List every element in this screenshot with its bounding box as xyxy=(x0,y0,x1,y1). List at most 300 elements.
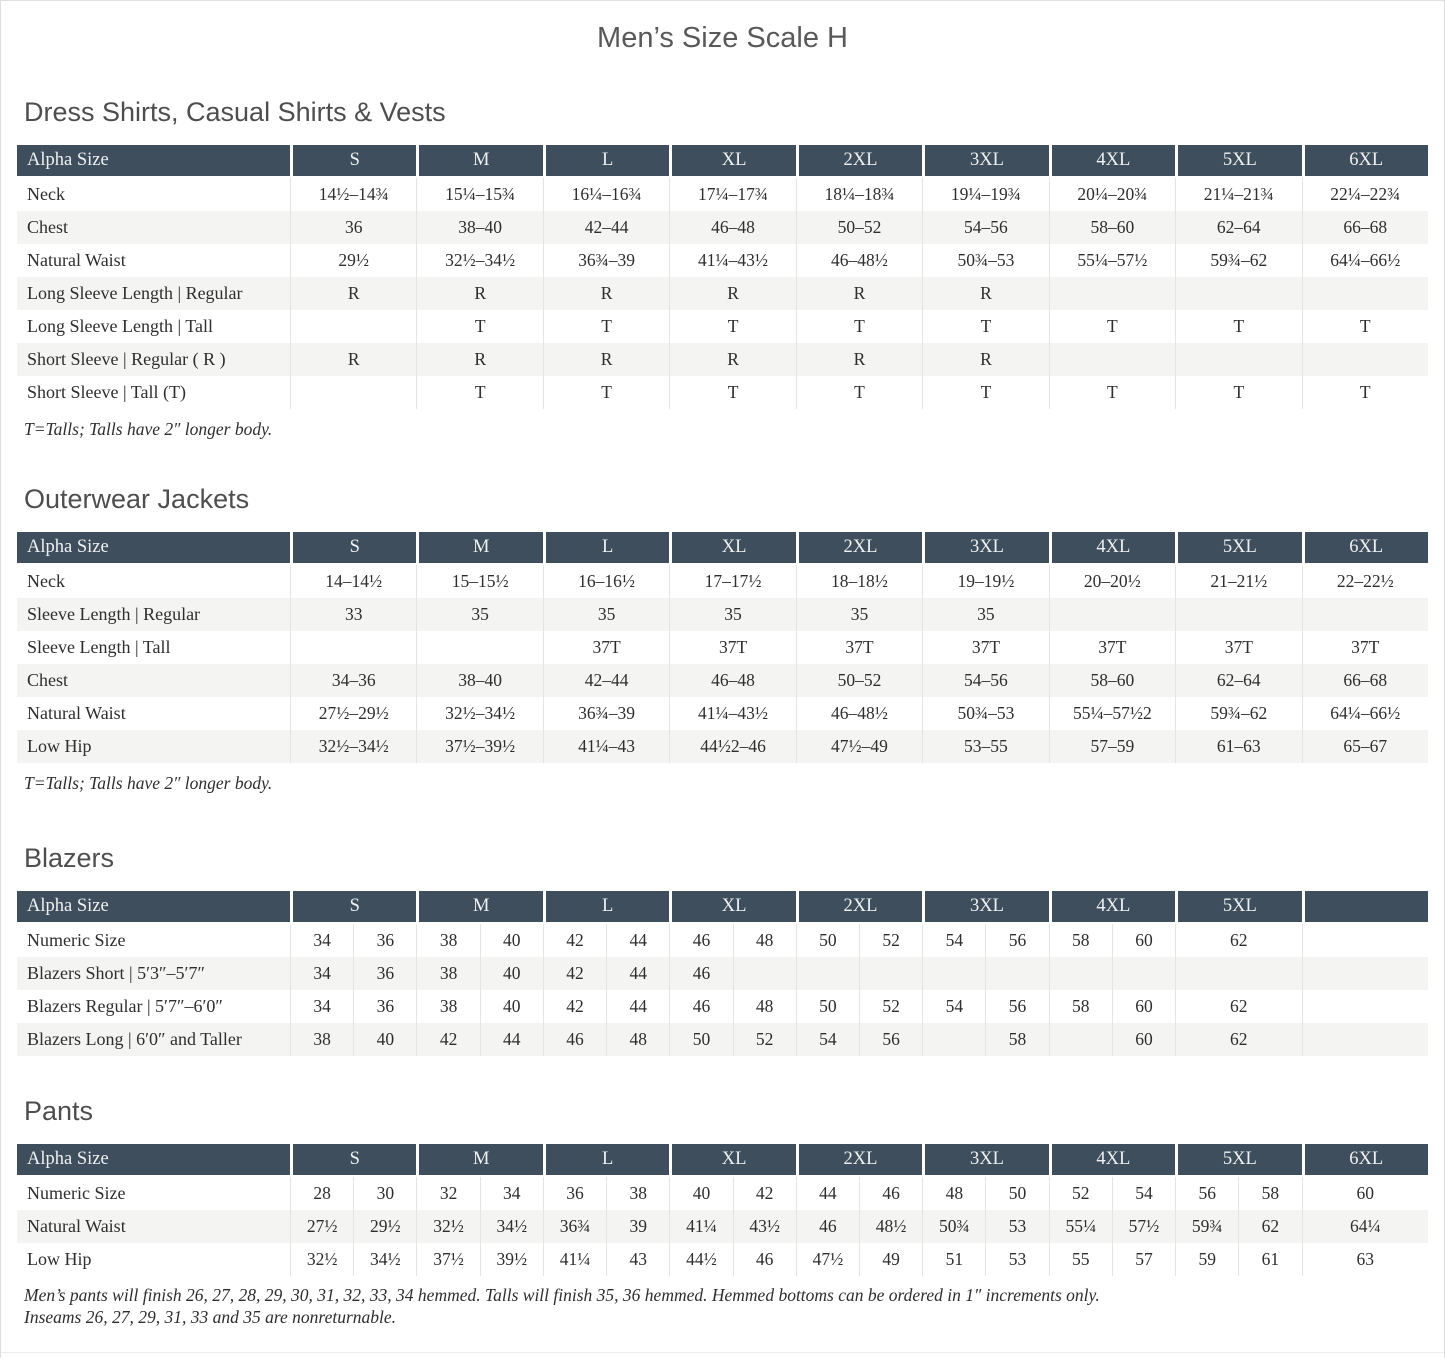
table-row xyxy=(17,631,1428,664)
data-cell xyxy=(1175,343,1301,376)
sub-cell: 28 xyxy=(291,1177,354,1210)
header-cell-label: Alpha Size xyxy=(17,1144,290,1177)
data-cell: 50–52 xyxy=(796,211,922,244)
data-cell: 38–40 xyxy=(416,211,542,244)
sub-cell: 43½ xyxy=(749,1215,780,1236)
data-cell xyxy=(1049,277,1175,310)
sub-cell: 42 xyxy=(544,957,607,990)
sub-cell: 40 xyxy=(670,1177,733,1210)
header-cell: L xyxy=(543,1144,669,1177)
page-bottom-edge xyxy=(1,1352,1444,1353)
data-cell xyxy=(290,376,416,409)
sub-cell: 59¾ xyxy=(1176,1210,1239,1243)
data-cell: 41¼–43½ xyxy=(669,697,795,730)
header-cell: M xyxy=(416,1144,542,1177)
data-cell: T xyxy=(669,376,795,409)
table-row xyxy=(17,310,1428,343)
data-cell: T xyxy=(1049,310,1175,343)
row-label: Blazers Short | 5′3″–5′7″ xyxy=(17,957,290,990)
data-cell: T xyxy=(543,310,669,343)
data-cell xyxy=(416,1210,542,1243)
data-cell xyxy=(1302,1023,1428,1056)
sub-cell: 53 xyxy=(1008,1215,1027,1236)
data-cell xyxy=(416,1177,542,1210)
data-cell xyxy=(1175,957,1301,990)
header-cell xyxy=(1302,891,1428,924)
sub-cell: 40 xyxy=(376,1028,395,1049)
pants-table-host xyxy=(17,1144,1428,1276)
sub-cell: 50 xyxy=(797,924,860,957)
footnote-line: T=Talls; Talls have 2″ longer body. xyxy=(24,419,273,439)
data-cell: 22¼–22¾ xyxy=(1302,178,1428,211)
header-cell: 4XL xyxy=(1049,891,1175,924)
data-cell: 20¼–20¾ xyxy=(1049,178,1175,211)
data-cell: 17¼–17¾ xyxy=(669,178,795,211)
data-cell: 64¼ xyxy=(1302,1210,1428,1243)
data-cell xyxy=(1302,924,1428,957)
table-footnote xyxy=(24,1284,1428,1329)
sub-cell: 62 xyxy=(1261,1215,1280,1236)
data-cell xyxy=(1302,277,1428,310)
header-cell: 3XL xyxy=(922,1144,1048,1177)
sub-cell: 30 xyxy=(376,1182,395,1203)
sub-cell: 56 xyxy=(1008,929,1027,950)
data-cell xyxy=(543,1210,669,1243)
header-cell: M xyxy=(416,532,542,565)
section-heading: Blazers xyxy=(24,842,115,873)
sub-cell: 48½ xyxy=(875,1215,907,1236)
data-cell xyxy=(416,924,542,957)
sub-cell: 42 xyxy=(755,1182,774,1203)
data-cell xyxy=(796,1023,922,1056)
page-container xyxy=(1,21,1444,1329)
data-cell: 59¾–62 xyxy=(1175,697,1301,730)
sub-cell: 27½ xyxy=(291,1210,354,1243)
sub-cell: 42 xyxy=(417,1023,480,1056)
data-cell: R xyxy=(290,343,416,376)
data-cell: 22–22½ xyxy=(1302,565,1428,598)
data-cell: 37T xyxy=(1049,631,1175,664)
data-cell: 37T xyxy=(543,631,669,664)
header-cell: S xyxy=(290,1144,416,1177)
sub-cell: 52 xyxy=(755,1028,774,1049)
data-cell: 19–19½ xyxy=(922,565,1048,598)
header-row xyxy=(17,532,1428,565)
data-cell xyxy=(1049,1023,1175,1056)
row-label: Long Sleeve Length | Regular xyxy=(17,277,290,310)
row-label: Blazers Long | 6′0″ and Taller xyxy=(17,1023,290,1056)
table-footnote xyxy=(24,418,1428,440)
row-label: Sleeve Length | Regular xyxy=(17,598,290,631)
sub-cell: 58 xyxy=(1008,1028,1027,1049)
data-cell xyxy=(290,631,416,664)
sub-cell: 34½ xyxy=(370,1248,401,1269)
sub-cell: 32½ xyxy=(417,1210,480,1243)
row-label: Low Hip xyxy=(17,730,290,763)
data-cell: T xyxy=(1175,376,1301,409)
data-cell: 46–48½ xyxy=(796,244,922,277)
data-cell: 35 xyxy=(922,598,1048,631)
table-row xyxy=(17,211,1428,244)
sub-cell: 46 xyxy=(797,1210,860,1243)
header-row xyxy=(17,891,1428,924)
table-row xyxy=(17,1177,1428,1210)
sub-cell: 40 xyxy=(503,995,521,1016)
sub-cell: 46 xyxy=(882,1182,900,1203)
data-cell xyxy=(1175,277,1301,310)
section-blazers xyxy=(17,843,1428,1056)
data-cell xyxy=(1049,343,1175,376)
data-cell: T xyxy=(416,310,542,343)
data-cell: 37½–39½ xyxy=(416,730,542,763)
size-table xyxy=(17,145,1428,409)
footnote-line: Men’s pants will finish 26, 27, 28, 29, 30, 31, 32, 33, 34 hemmed. Talls will finish 35, 36 hemmed. Hemmed bottoms can be ordered in 1″ increments only. xyxy=(24,1284,1100,1305)
row-label: Neck xyxy=(27,184,65,204)
sub-cell: 48 xyxy=(923,1177,986,1210)
header-cell: 5XL xyxy=(1175,891,1301,924)
header-cell: 5XL xyxy=(1175,1144,1301,1177)
sub-cell: 46 xyxy=(670,990,733,1023)
data-cell xyxy=(290,1023,416,1056)
sub-cell: 38 xyxy=(291,1023,354,1056)
header-cell: 6XL xyxy=(1302,532,1428,565)
data-cell: 18–18½ xyxy=(796,565,922,598)
data-cell: 59¾–62 xyxy=(1175,244,1301,277)
header-cell-label: Alpha Size xyxy=(17,145,290,178)
data-cell xyxy=(796,924,922,957)
data-cell: 15¼–15¾ xyxy=(416,178,542,211)
data-cell xyxy=(416,1023,542,1056)
row-label: Neck xyxy=(27,571,65,592)
data-cell xyxy=(669,924,795,957)
data-cell xyxy=(922,1243,1048,1276)
header-cell: L xyxy=(543,891,669,924)
data-cell xyxy=(290,1243,416,1276)
data-cell: 20–20½ xyxy=(1049,565,1175,598)
data-cell: 18¼–18¾ xyxy=(796,178,922,211)
sub-cell: 46 xyxy=(670,957,733,990)
header-cell: S xyxy=(290,891,416,924)
table-row xyxy=(17,957,1428,990)
table-row xyxy=(17,343,1428,376)
sub-cell: 38 xyxy=(629,1182,647,1203)
sub-cell: 54 xyxy=(1135,1182,1153,1203)
data-cell: T xyxy=(669,310,795,343)
sub-cell: 49 xyxy=(882,1248,900,1269)
data-cell: T xyxy=(796,310,922,343)
section-dress-shirts xyxy=(17,97,1428,440)
sub-cell: 56 xyxy=(1176,1177,1239,1210)
row-label: Short Sleeve | Tall (T) xyxy=(27,382,186,402)
sub-cell: 32½ xyxy=(291,1243,354,1276)
header-cell: XL xyxy=(669,891,795,924)
data-cell xyxy=(1302,598,1428,631)
sub-cell: 36 xyxy=(376,929,395,950)
data-cell xyxy=(1049,990,1175,1023)
table-row xyxy=(17,697,1428,730)
data-cell: 50–52 xyxy=(796,664,922,697)
data-cell: R xyxy=(416,343,542,376)
sub-cell: 56 xyxy=(1008,995,1027,1016)
size-table xyxy=(17,891,1428,1056)
sub-cell: 44 xyxy=(797,1177,860,1210)
header-cell: M xyxy=(416,891,542,924)
data-cell: 57–59 xyxy=(1049,730,1175,763)
sub-cell: 58 xyxy=(1050,990,1113,1023)
data-cell: 64¼–66½ xyxy=(1302,244,1428,277)
row-label: Numeric Size xyxy=(27,1182,126,1203)
data-cell: 32½–34½ xyxy=(416,244,542,277)
data-cell xyxy=(669,1023,795,1056)
data-cell xyxy=(1175,1210,1301,1243)
data-cell xyxy=(796,990,922,1023)
header-cell: 3XL xyxy=(922,891,1048,924)
data-cell: 37T xyxy=(796,631,922,664)
table-row xyxy=(17,565,1428,598)
section-heading: Outerwear Jackets xyxy=(24,484,250,515)
row-label: Chest xyxy=(17,211,290,244)
data-cell xyxy=(1049,924,1175,957)
data-cell: 55¼–57½2 xyxy=(1049,697,1175,730)
sub-cell: 61 xyxy=(1261,1248,1280,1269)
sub-cell: 41¼ xyxy=(544,1243,607,1276)
data-cell: 19¼–19¾ xyxy=(922,178,1048,211)
data-cell xyxy=(416,990,542,1023)
data-cell: R xyxy=(543,343,669,376)
sub-cell: 55 xyxy=(1050,1243,1113,1276)
header-cell: 3XL xyxy=(922,145,1048,178)
sub-cell: 40 xyxy=(503,929,521,950)
data-cell: 44½2–46 xyxy=(669,730,795,763)
data-cell xyxy=(669,1177,795,1210)
header-cell: XL xyxy=(669,145,795,178)
data-cell: 16–16½ xyxy=(543,565,669,598)
data-cell: 36¾–39 xyxy=(543,244,669,277)
blazers-table-host xyxy=(17,891,1428,1056)
data-cell xyxy=(922,924,1048,957)
data-cell: 55¼–57½ xyxy=(1049,244,1175,277)
sub-cell xyxy=(1113,957,1175,990)
data-cell: 46–48½ xyxy=(796,697,922,730)
section-heading: Pants xyxy=(24,1095,94,1126)
data-cell xyxy=(290,957,416,990)
data-cell xyxy=(796,1210,922,1243)
header-cell: 4XL xyxy=(1049,1144,1175,1177)
sub-cell: 50¾ xyxy=(923,1210,986,1243)
header-cell: 4XL xyxy=(1049,145,1175,178)
data-cell: R xyxy=(796,343,922,376)
header-cell: 3XL xyxy=(922,532,1048,565)
data-cell: T xyxy=(922,310,1048,343)
data-cell: 29½ xyxy=(290,244,416,277)
row-label: Blazers Regular | 5′7″–6′0″ xyxy=(27,995,223,1016)
sub-cell: 57 xyxy=(1135,1248,1153,1269)
data-cell xyxy=(543,957,669,990)
header-cell-label: Alpha Size xyxy=(17,891,290,924)
data-cell: 62–64 xyxy=(1175,211,1301,244)
sub-cell: 39½ xyxy=(496,1248,528,1269)
sub-cell: 44 xyxy=(629,962,647,983)
sub-cell: 41¼ xyxy=(670,1210,733,1243)
data-cell: R xyxy=(922,343,1048,376)
data-cell: 35 xyxy=(796,598,922,631)
data-cell xyxy=(1049,1210,1175,1243)
data-cell xyxy=(543,1023,669,1056)
data-cell xyxy=(416,631,542,664)
data-cell: 37T xyxy=(669,631,795,664)
data-cell: 46–48 xyxy=(669,211,795,244)
header-cell: L xyxy=(543,145,669,178)
header-cell: S xyxy=(290,532,416,565)
sub-cell: 58 xyxy=(1261,1182,1280,1203)
data-cell xyxy=(669,1243,795,1276)
data-cell: R xyxy=(922,277,1048,310)
header-row xyxy=(17,145,1428,178)
data-cell xyxy=(1302,990,1428,1023)
sub-cell: 55¼ xyxy=(1050,1210,1113,1243)
sub-cell: 32 xyxy=(417,1177,480,1210)
data-cell: 58–60 xyxy=(1049,211,1175,244)
header-cell: 5XL xyxy=(1175,145,1301,178)
header-row xyxy=(17,1144,1428,1177)
data-cell: 42–44 xyxy=(543,664,669,697)
row-label: Natural Waist xyxy=(27,703,126,724)
data-cell: 66–68 xyxy=(1302,664,1428,697)
sub-cell: 43 xyxy=(629,1248,647,1269)
data-cell: 61–63 xyxy=(1175,730,1301,763)
data-cell xyxy=(922,1177,1048,1210)
sub-cell: 37½ xyxy=(417,1243,480,1276)
data-cell: 50¾–53 xyxy=(922,244,1048,277)
data-cell: 42–44 xyxy=(543,211,669,244)
data-cell xyxy=(416,957,542,990)
data-cell: 37T xyxy=(1175,631,1301,664)
sub-cell: 54 xyxy=(923,924,986,957)
data-cell: R xyxy=(290,277,416,310)
row-label: Low Hip xyxy=(27,1248,92,1269)
data-cell xyxy=(290,310,416,343)
table-row xyxy=(17,277,1428,310)
header-cell-label: Alpha Size xyxy=(17,532,290,565)
data-cell xyxy=(922,1023,1048,1056)
section-heading: Dress Shirts, Casual Shirts & Vests xyxy=(24,97,446,127)
sub-cell: 42 xyxy=(544,924,607,957)
header-cell: S xyxy=(290,145,416,178)
data-cell xyxy=(543,1177,669,1210)
header-cell: L xyxy=(543,532,669,565)
sub-cell: 50 xyxy=(1008,1182,1027,1203)
sub-cell: 38 xyxy=(417,924,480,957)
header-cell: 6XL xyxy=(1302,1144,1428,1177)
data-cell xyxy=(796,1177,922,1210)
sub-cell: 38 xyxy=(417,957,480,990)
data-cell: T xyxy=(416,376,542,409)
table-footnote xyxy=(24,772,1428,794)
sub-cell xyxy=(986,957,1048,990)
data-cell: 60 xyxy=(1302,1177,1428,1210)
data-cell: 47½–49 xyxy=(796,730,922,763)
data-cell: 62–64 xyxy=(1175,664,1301,697)
sub-cell: 36¾ xyxy=(544,1210,607,1243)
data-cell: T xyxy=(1302,376,1428,409)
sub-cell: 46 xyxy=(670,924,733,957)
sub-cell xyxy=(923,957,986,990)
data-cell xyxy=(290,1210,416,1243)
data-cell: 21¼–21¾ xyxy=(1175,178,1301,211)
sub-cell: 44 xyxy=(629,929,647,950)
table-row xyxy=(17,598,1428,631)
sub-cell: 38 xyxy=(417,990,480,1023)
size-table xyxy=(17,1144,1428,1276)
data-cell: T xyxy=(1175,310,1301,343)
table-row xyxy=(17,1023,1428,1056)
sub-cell: 54 xyxy=(797,1023,860,1056)
data-cell xyxy=(543,990,669,1023)
header-cell: 4XL xyxy=(1049,532,1175,565)
sub-cell xyxy=(1050,1023,1113,1056)
table-row xyxy=(17,664,1428,697)
header-cell: 2XL xyxy=(796,1144,922,1177)
sub-cell: 34 xyxy=(291,924,354,957)
sub-cell: 47½ xyxy=(797,1243,860,1276)
size-table xyxy=(17,532,1428,763)
sub-cell xyxy=(923,1023,986,1056)
data-cell xyxy=(1302,957,1428,990)
data-cell: 41¼–43 xyxy=(543,730,669,763)
sub-cell: 51 xyxy=(923,1243,986,1276)
header-cell: 2XL xyxy=(796,532,922,565)
sub-cell: 50 xyxy=(670,1023,733,1056)
outerwear-jackets-table-host xyxy=(17,532,1428,763)
sub-cell: 50 xyxy=(797,990,860,1023)
header-cell: XL xyxy=(669,1144,795,1177)
sub-cell: 58 xyxy=(1050,924,1113,957)
data-cell xyxy=(1175,598,1301,631)
sub-cell xyxy=(797,957,860,990)
data-cell: 66–68 xyxy=(1302,211,1428,244)
sub-cell: 34 xyxy=(503,1182,521,1203)
sub-cell xyxy=(860,957,922,990)
data-cell: 27½–29½ xyxy=(290,697,416,730)
sub-cell: 34½ xyxy=(496,1215,528,1236)
data-cell: R xyxy=(543,277,669,310)
section-pants xyxy=(17,1096,1428,1329)
data-cell: 14½–14¾ xyxy=(290,178,416,211)
data-cell xyxy=(1049,1177,1175,1210)
sub-cell: 59 xyxy=(1176,1243,1239,1276)
data-cell xyxy=(1049,598,1175,631)
section-outerwear-jackets xyxy=(17,484,1428,794)
data-cell xyxy=(1049,1243,1175,1276)
data-cell: R xyxy=(669,277,795,310)
data-cell: 53–55 xyxy=(922,730,1048,763)
sub-cell: 54 xyxy=(923,990,986,1023)
sub-cell: 48 xyxy=(629,1028,647,1049)
data-cell: 32½–34½ xyxy=(416,697,542,730)
data-cell xyxy=(922,990,1048,1023)
data-cell xyxy=(290,1177,416,1210)
header-cell: XL xyxy=(669,532,795,565)
sub-cell: 60 xyxy=(1135,929,1153,950)
data-cell: 62 xyxy=(1175,924,1301,957)
data-cell: 64¼–66½ xyxy=(1302,697,1428,730)
table-row xyxy=(17,1210,1428,1243)
data-cell: 16¼–16¾ xyxy=(543,178,669,211)
data-cell: 46–48 xyxy=(669,664,795,697)
footnote-line: Inseams 26, 27, 29, 31, 33 and 35 are nonreturnable. xyxy=(24,1307,397,1328)
row-label: Natural Waist xyxy=(17,1210,290,1243)
data-cell xyxy=(669,957,795,990)
